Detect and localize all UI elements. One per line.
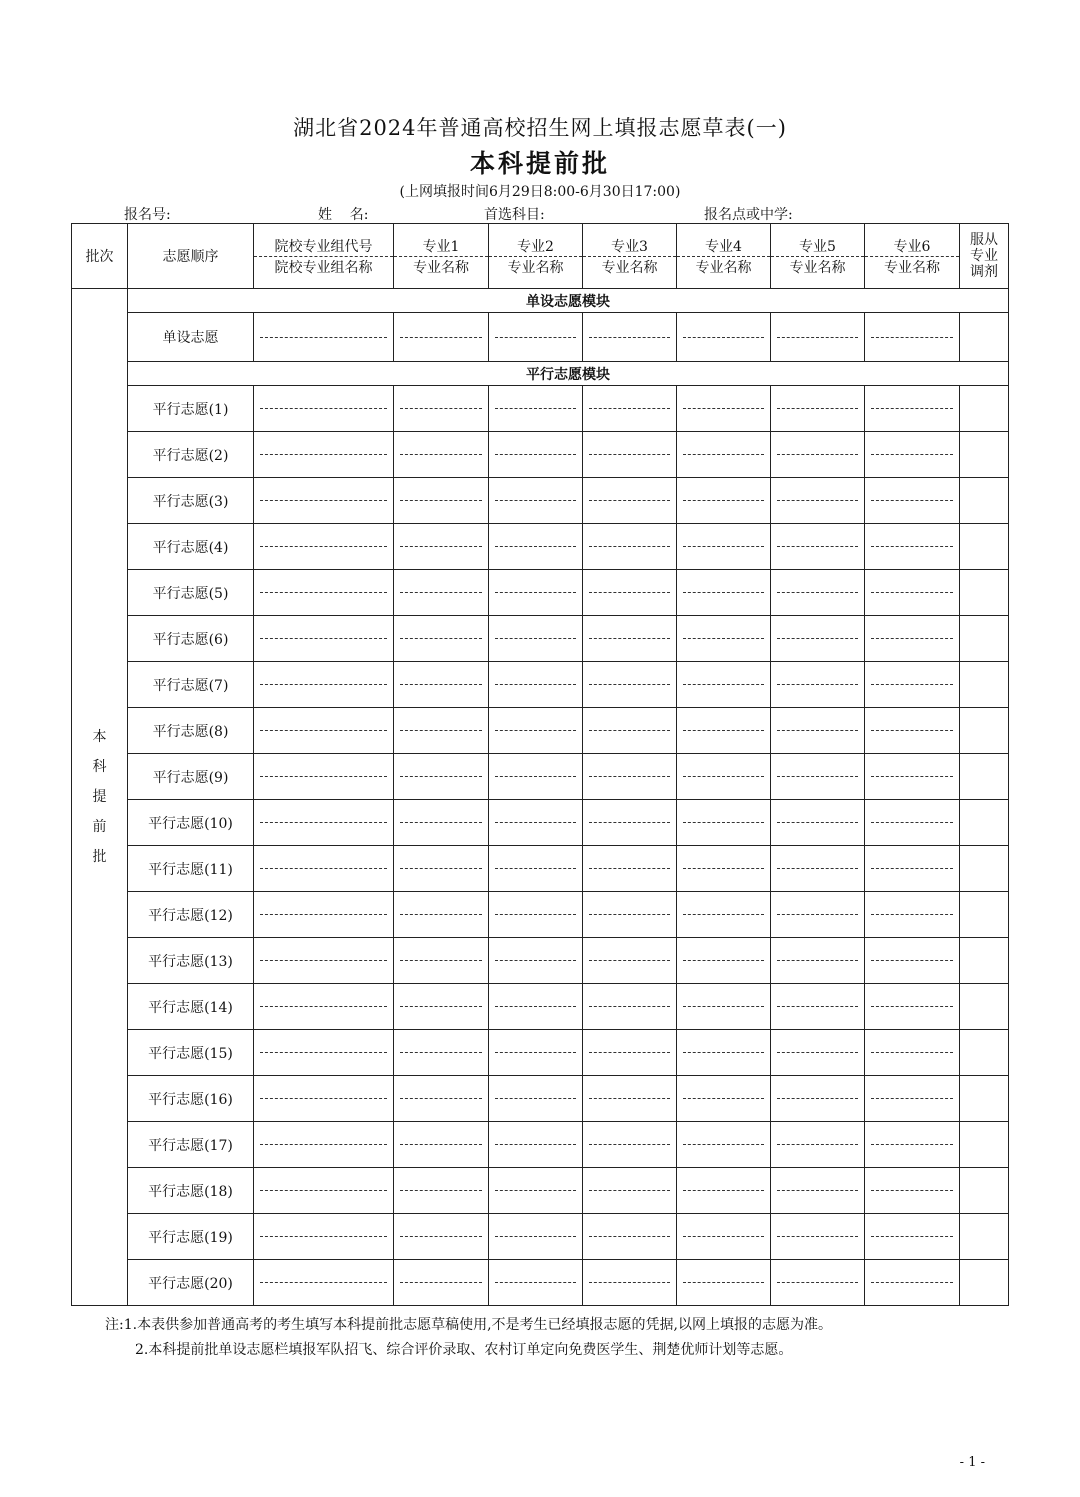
- parallel-row: [72, 846, 1009, 892]
- parallel-obey-cell[interactable]: [960, 938, 1009, 984]
- parallel-major-cell[interactable]: [489, 662, 583, 708]
- parallel-major-cell[interactable]: [394, 1260, 489, 1306]
- parallel-obey-cell[interactable]: [960, 800, 1009, 846]
- major-6-label: 专业6: [865, 236, 959, 257]
- parallel-major-cell[interactable]: [771, 662, 865, 708]
- parallel-row: [72, 478, 1009, 524]
- parallel-row-label: 平行志愿(5): [128, 570, 254, 616]
- parallel-group-cell[interactable]: [254, 938, 394, 984]
- parallel-major-cell[interactable]: [583, 570, 677, 616]
- group-name-header: 院校专业组名称: [274, 259, 373, 276]
- parallel-major-cell[interactable]: [865, 1122, 960, 1168]
- single-module-row: [72, 289, 1009, 313]
- parallel-major-cell[interactable]: [865, 386, 960, 432]
- parallel-major-cell[interactable]: [583, 984, 677, 1030]
- single-label: 单设志愿: [128, 313, 254, 362]
- parallel-major-cell[interactable]: [489, 478, 583, 524]
- parallel-obey-cell[interactable]: [960, 1260, 1009, 1306]
- parallel-major-cell[interactable]: [865, 846, 960, 892]
- parallel-row: [72, 892, 1009, 938]
- parallel-major-cell[interactable]: [677, 892, 771, 938]
- parallel-major-cell[interactable]: [771, 616, 865, 662]
- major-1-label: 专业1: [394, 236, 488, 257]
- parallel-row: [72, 570, 1009, 616]
- parallel-module-title: 平行志愿模块: [128, 362, 1009, 386]
- parallel-module-row: [72, 362, 1009, 386]
- parallel-major-cell[interactable]: [583, 1214, 677, 1260]
- parallel-major-cell[interactable]: [489, 1168, 583, 1214]
- parallel-major-cell[interactable]: [394, 1168, 489, 1214]
- single-major-cell[interactable]: [583, 313, 677, 362]
- parallel-major-cell[interactable]: [771, 1076, 865, 1122]
- parallel-major-cell[interactable]: [489, 846, 583, 892]
- parallel-major-cell[interactable]: [489, 938, 583, 984]
- parallel-obey-cell[interactable]: [960, 708, 1009, 754]
- parallel-row: [72, 1214, 1009, 1260]
- parallel-major-cell[interactable]: [583, 708, 677, 754]
- parallel-obey-cell[interactable]: [960, 984, 1009, 1030]
- parallel-row-label: 平行志愿(17): [128, 1122, 254, 1168]
- parallel-obey-cell[interactable]: [960, 524, 1009, 570]
- parallel-major-cell[interactable]: [677, 846, 771, 892]
- major-3-header: [583, 224, 677, 289]
- parallel-obey-cell[interactable]: [960, 1122, 1009, 1168]
- parallel-row: [72, 708, 1009, 754]
- parallel-row: [72, 524, 1009, 570]
- parallel-major-cell[interactable]: [394, 708, 489, 754]
- parallel-group-cell[interactable]: [254, 892, 394, 938]
- parallel-major-cell[interactable]: [865, 938, 960, 984]
- single-major-cell[interactable]: [394, 313, 489, 362]
- parallel-major-cell[interactable]: [394, 478, 489, 524]
- parallel-major-cell[interactable]: [394, 524, 489, 570]
- parallel-major-cell[interactable]: [771, 1168, 865, 1214]
- parallel-row-label: 平行志愿(16): [128, 1076, 254, 1122]
- parallel-group-cell[interactable]: [254, 1168, 394, 1214]
- parallel-major-cell[interactable]: [677, 1214, 771, 1260]
- parallel-major-cell[interactable]: [865, 432, 960, 478]
- single-major-cell[interactable]: [865, 313, 960, 362]
- parallel-row-label: 平行志愿(2): [128, 432, 254, 478]
- parallel-row-label: 平行志愿(19): [128, 1214, 254, 1260]
- batch-char-3: 提: [92, 789, 107, 805]
- major-4-label: 专业4: [677, 236, 770, 257]
- parallel-row: [72, 432, 1009, 478]
- parallel-major-cell[interactable]: [583, 892, 677, 938]
- parallel-group-cell[interactable]: [254, 1030, 394, 1076]
- parallel-row: [72, 1076, 1009, 1122]
- parallel-group-cell[interactable]: [254, 754, 394, 800]
- parallel-major-cell[interactable]: [865, 524, 960, 570]
- parallel-major-cell[interactable]: [583, 938, 677, 984]
- parallel-major-cell[interactable]: [677, 616, 771, 662]
- major-4-header: [677, 224, 771, 289]
- parallel-major-cell[interactable]: [677, 432, 771, 478]
- parallel-major-cell[interactable]: [865, 1214, 960, 1260]
- parallel-major-cell[interactable]: [583, 754, 677, 800]
- parallel-major-cell[interactable]: [771, 478, 865, 524]
- major-2-label: 专业2: [489, 236, 582, 257]
- parallel-major-cell[interactable]: [394, 938, 489, 984]
- parallel-major-cell[interactable]: [583, 846, 677, 892]
- parallel-row-label: 平行志愿(9): [128, 754, 254, 800]
- parallel-major-cell[interactable]: [489, 432, 583, 478]
- parallel-obey-cell[interactable]: [960, 662, 1009, 708]
- obey-line-2: 专业: [970, 248, 998, 264]
- group-header: [254, 224, 394, 289]
- parallel-row-label: 平行志愿(12): [128, 892, 254, 938]
- parallel-major-cell[interactable]: [489, 1260, 583, 1306]
- parallel-major-cell[interactable]: [489, 754, 583, 800]
- parallel-obey-cell[interactable]: [960, 386, 1009, 432]
- parallel-obey-cell[interactable]: [960, 570, 1009, 616]
- parallel-group-cell[interactable]: [254, 1076, 394, 1122]
- parallel-major-cell[interactable]: [489, 1076, 583, 1122]
- parallel-major-cell[interactable]: [489, 1214, 583, 1260]
- parallel-obey-cell[interactable]: [960, 754, 1009, 800]
- parallel-major-cell[interactable]: [771, 1122, 865, 1168]
- parallel-major-cell[interactable]: [583, 1076, 677, 1122]
- parallel-major-cell[interactable]: [865, 1076, 960, 1122]
- parallel-major-cell[interactable]: [677, 386, 771, 432]
- parallel-major-cell[interactable]: [394, 1214, 489, 1260]
- parallel-major-cell[interactable]: [583, 432, 677, 478]
- parallel-major-cell[interactable]: [394, 386, 489, 432]
- parallel-major-cell[interactable]: [865, 662, 960, 708]
- parallel-group-cell[interactable]: [254, 386, 394, 432]
- batch-header: 批次: [72, 224, 128, 289]
- school-field: 报名点或中学:: [704, 207, 793, 223]
- parallel-row: [72, 754, 1009, 800]
- parallel-major-cell[interactable]: [865, 708, 960, 754]
- parallel-row-label: 平行志愿(7): [128, 662, 254, 708]
- parallel-row: [72, 1122, 1009, 1168]
- parallel-major-cell[interactable]: [677, 1122, 771, 1168]
- parallel-major-cell[interactable]: [394, 984, 489, 1030]
- batch-name-cell: [72, 289, 128, 1306]
- parallel-major-cell[interactable]: [583, 1168, 677, 1214]
- major-4-name-label: 专业名称: [695, 259, 752, 276]
- parallel-major-cell[interactable]: [677, 1260, 771, 1306]
- parallel-major-cell[interactable]: [771, 938, 865, 984]
- header-row: [72, 224, 1009, 289]
- parallel-group-cell[interactable]: [254, 1260, 394, 1306]
- parallel-major-cell[interactable]: [865, 1260, 960, 1306]
- major-5-label: 专业5: [771, 236, 864, 257]
- parallel-group-cell[interactable]: [254, 1122, 394, 1168]
- parallel-major-cell[interactable]: [489, 570, 583, 616]
- parallel-major-cell[interactable]: [394, 1076, 489, 1122]
- parallel-major-cell[interactable]: [394, 1030, 489, 1076]
- parallel-obey-cell[interactable]: [960, 432, 1009, 478]
- parallel-major-cell[interactable]: [771, 892, 865, 938]
- single-major-cell[interactable]: [677, 313, 771, 362]
- obey-line-3: 调剂: [970, 264, 998, 280]
- major-2-name-label: 专业名称: [507, 259, 564, 276]
- parallel-row-label: 平行志愿(20): [128, 1260, 254, 1306]
- parallel-obey-cell[interactable]: [960, 616, 1009, 662]
- parallel-major-cell[interactable]: [677, 524, 771, 570]
- parallel-row: [72, 1260, 1009, 1306]
- parallel-major-cell[interactable]: [489, 708, 583, 754]
- note-1: 注:1.本表供参加普通高考的考生填写本科提前批志愿草稿使用,不是考生已经填报志愿的凭据,以网上填报的志愿为准。: [105, 1317, 832, 1333]
- parallel-group-cell[interactable]: [254, 478, 394, 524]
- major-3-name-label: 专业名称: [601, 259, 658, 276]
- parallel-major-cell[interactable]: [583, 524, 677, 570]
- parallel-major-cell[interactable]: [394, 570, 489, 616]
- parallel-row-label: 平行志愿(11): [128, 846, 254, 892]
- parallel-obey-cell[interactable]: [960, 1214, 1009, 1260]
- parallel-major-cell[interactable]: [394, 1122, 489, 1168]
- parallel-row-label: 平行志愿(4): [128, 524, 254, 570]
- parallel-major-cell[interactable]: [865, 984, 960, 1030]
- parallel-group-cell[interactable]: [254, 432, 394, 478]
- parallel-major-cell[interactable]: [865, 892, 960, 938]
- parallel-major-cell[interactable]: [583, 1260, 677, 1306]
- parallel-obey-cell[interactable]: [960, 1076, 1009, 1122]
- parallel-major-cell[interactable]: [771, 708, 865, 754]
- parallel-row: [72, 616, 1009, 662]
- parallel-row: [72, 1030, 1009, 1076]
- parallel-group-cell[interactable]: [254, 662, 394, 708]
- parallel-group-cell[interactable]: [254, 524, 394, 570]
- parallel-major-cell[interactable]: [771, 524, 865, 570]
- parallel-group-cell[interactable]: [254, 1214, 394, 1260]
- parallel-major-cell[interactable]: [771, 1030, 865, 1076]
- subject-field: 首选科目:: [484, 207, 545, 223]
- parallel-major-cell[interactable]: [394, 800, 489, 846]
- parallel-major-cell[interactable]: [865, 800, 960, 846]
- major-1-header: [394, 224, 489, 289]
- parallel-obey-cell[interactable]: [960, 1030, 1009, 1076]
- single-major-cell[interactable]: [771, 313, 865, 362]
- parallel-obey-cell[interactable]: [960, 846, 1009, 892]
- parallel-major-cell[interactable]: [489, 386, 583, 432]
- parallel-major-cell[interactable]: [489, 892, 583, 938]
- parallel-major-cell[interactable]: [771, 1214, 865, 1260]
- parallel-major-cell[interactable]: [489, 1122, 583, 1168]
- order-header: 志愿顺序: [128, 224, 254, 289]
- parallel-major-cell[interactable]: [677, 662, 771, 708]
- parallel-major-cell[interactable]: [583, 800, 677, 846]
- parallel-major-cell[interactable]: [677, 570, 771, 616]
- parallel-major-cell[interactable]: [865, 1030, 960, 1076]
- parallel-row-label: 平行志愿(15): [128, 1030, 254, 1076]
- parallel-row-label: 平行志愿(8): [128, 708, 254, 754]
- parallel-row: [72, 938, 1009, 984]
- parallel-major-cell[interactable]: [865, 1168, 960, 1214]
- parallel-row-label: 平行志愿(13): [128, 938, 254, 984]
- major-3-label: 专业3: [583, 236, 676, 257]
- single-application-row: [72, 313, 1009, 362]
- batch-subtitle: 本科提前批: [469, 149, 610, 178]
- parallel-obey-cell[interactable]: [960, 892, 1009, 938]
- parallel-major-cell[interactable]: [583, 662, 677, 708]
- application-form-table: [71, 223, 1009, 1306]
- batch-char-5: 批: [92, 849, 107, 865]
- major-6-name-label: 专业名称: [884, 259, 940, 276]
- parallel-major-cell[interactable]: [583, 1122, 677, 1168]
- parallel-major-cell[interactable]: [677, 1030, 771, 1076]
- parallel-major-cell[interactable]: [677, 478, 771, 524]
- parallel-group-cell[interactable]: [254, 846, 394, 892]
- parallel-row: [72, 662, 1009, 708]
- parallel-major-cell[interactable]: [583, 478, 677, 524]
- parallel-major-cell[interactable]: [771, 1260, 865, 1306]
- parallel-major-cell[interactable]: [394, 754, 489, 800]
- parallel-major-cell[interactable]: [865, 616, 960, 662]
- parallel-major-cell[interactable]: [677, 984, 771, 1030]
- major-6-header: [865, 224, 960, 289]
- note-2: 2.本科提前批单设志愿栏填报军队招飞、综合评价录取、农村订单定向免费医学生、荆楚优师计划等志愿。: [135, 1342, 793, 1358]
- parallel-major-cell[interactable]: [771, 984, 865, 1030]
- parallel-major-cell[interactable]: [489, 800, 583, 846]
- page-number: - 1 -: [959, 1455, 985, 1470]
- major-5-header: [771, 224, 865, 289]
- parallel-group-cell[interactable]: [254, 616, 394, 662]
- parallel-group-cell[interactable]: [254, 570, 394, 616]
- parallel-major-cell[interactable]: [583, 616, 677, 662]
- parallel-row-label: 平行志愿(14): [128, 984, 254, 1030]
- parallel-major-cell[interactable]: [394, 662, 489, 708]
- parallel-major-cell[interactable]: [677, 938, 771, 984]
- parallel-major-cell[interactable]: [771, 846, 865, 892]
- parallel-major-cell[interactable]: [583, 386, 677, 432]
- parallel-major-cell[interactable]: [677, 708, 771, 754]
- major-5-name-label: 专业名称: [789, 259, 846, 276]
- parallel-major-cell[interactable]: [865, 570, 960, 616]
- parallel-group-cell[interactable]: [254, 800, 394, 846]
- parallel-row-label: 平行志愿(3): [128, 478, 254, 524]
- obey-line-1: 服从: [970, 232, 998, 248]
- single-major-cell[interactable]: [489, 313, 583, 362]
- parallel-major-cell[interactable]: [771, 570, 865, 616]
- parallel-major-cell[interactable]: [489, 984, 583, 1030]
- parallel-major-cell[interactable]: [677, 754, 771, 800]
- reg-no-field: 报名号:: [124, 207, 171, 223]
- parallel-major-cell[interactable]: [677, 1076, 771, 1122]
- parallel-row: [72, 800, 1009, 846]
- parallel-major-cell[interactable]: [771, 800, 865, 846]
- parallel-major-cell[interactable]: [489, 1030, 583, 1076]
- parallel-row-label: 平行志愿(1): [128, 386, 254, 432]
- single-group-cell[interactable]: [254, 313, 394, 362]
- parallel-group-cell[interactable]: [254, 984, 394, 1030]
- parallel-obey-cell[interactable]: [960, 1168, 1009, 1214]
- parallel-major-cell[interactable]: [677, 800, 771, 846]
- parallel-row: [72, 984, 1009, 1030]
- filing-time: (上网填报时间6月29日8:00-6月30日17:00): [399, 184, 681, 200]
- batch-char-2: 科: [92, 759, 107, 775]
- form-title: 湖北省2024年普通高校招生网上填报志愿草表(一): [293, 116, 787, 140]
- parallel-major-cell[interactable]: [865, 478, 960, 524]
- parallel-row-label: 平行志愿(18): [128, 1168, 254, 1214]
- parallel-major-cell[interactable]: [771, 432, 865, 478]
- parallel-major-cell[interactable]: [583, 1030, 677, 1076]
- parallel-major-cell[interactable]: [771, 386, 865, 432]
- batch-char-4: 前: [92, 819, 107, 835]
- parallel-major-cell[interactable]: [394, 846, 489, 892]
- obey-adjustment-header: [960, 224, 1009, 289]
- parallel-major-cell[interactable]: [394, 432, 489, 478]
- parallel-group-cell[interactable]: [254, 708, 394, 754]
- parallel-row: [72, 1168, 1009, 1214]
- parallel-major-cell[interactable]: [489, 616, 583, 662]
- parallel-row-label: 平行志愿(6): [128, 616, 254, 662]
- parallel-major-cell[interactable]: [771, 754, 865, 800]
- parallel-major-cell[interactable]: [394, 892, 489, 938]
- parallel-row-label: 平行志愿(10): [128, 800, 254, 846]
- batch-char-1: 本: [92, 729, 107, 745]
- major-2-header: [489, 224, 583, 289]
- group-code-header: 院校专业组代号: [254, 236, 393, 257]
- single-obey-cell[interactable]: [960, 313, 1009, 362]
- parallel-row: [72, 386, 1009, 432]
- major-1-name-label: 专业名称: [413, 259, 469, 276]
- parallel-major-cell[interactable]: [865, 754, 960, 800]
- parallel-major-cell[interactable]: [394, 616, 489, 662]
- parallel-major-cell[interactable]: [489, 524, 583, 570]
- name-field: 姓 名:: [318, 207, 369, 223]
- parallel-major-cell[interactable]: [677, 1168, 771, 1214]
- single-module-title: 单设志愿模块: [128, 289, 1009, 313]
- parallel-obey-cell[interactable]: [960, 478, 1009, 524]
